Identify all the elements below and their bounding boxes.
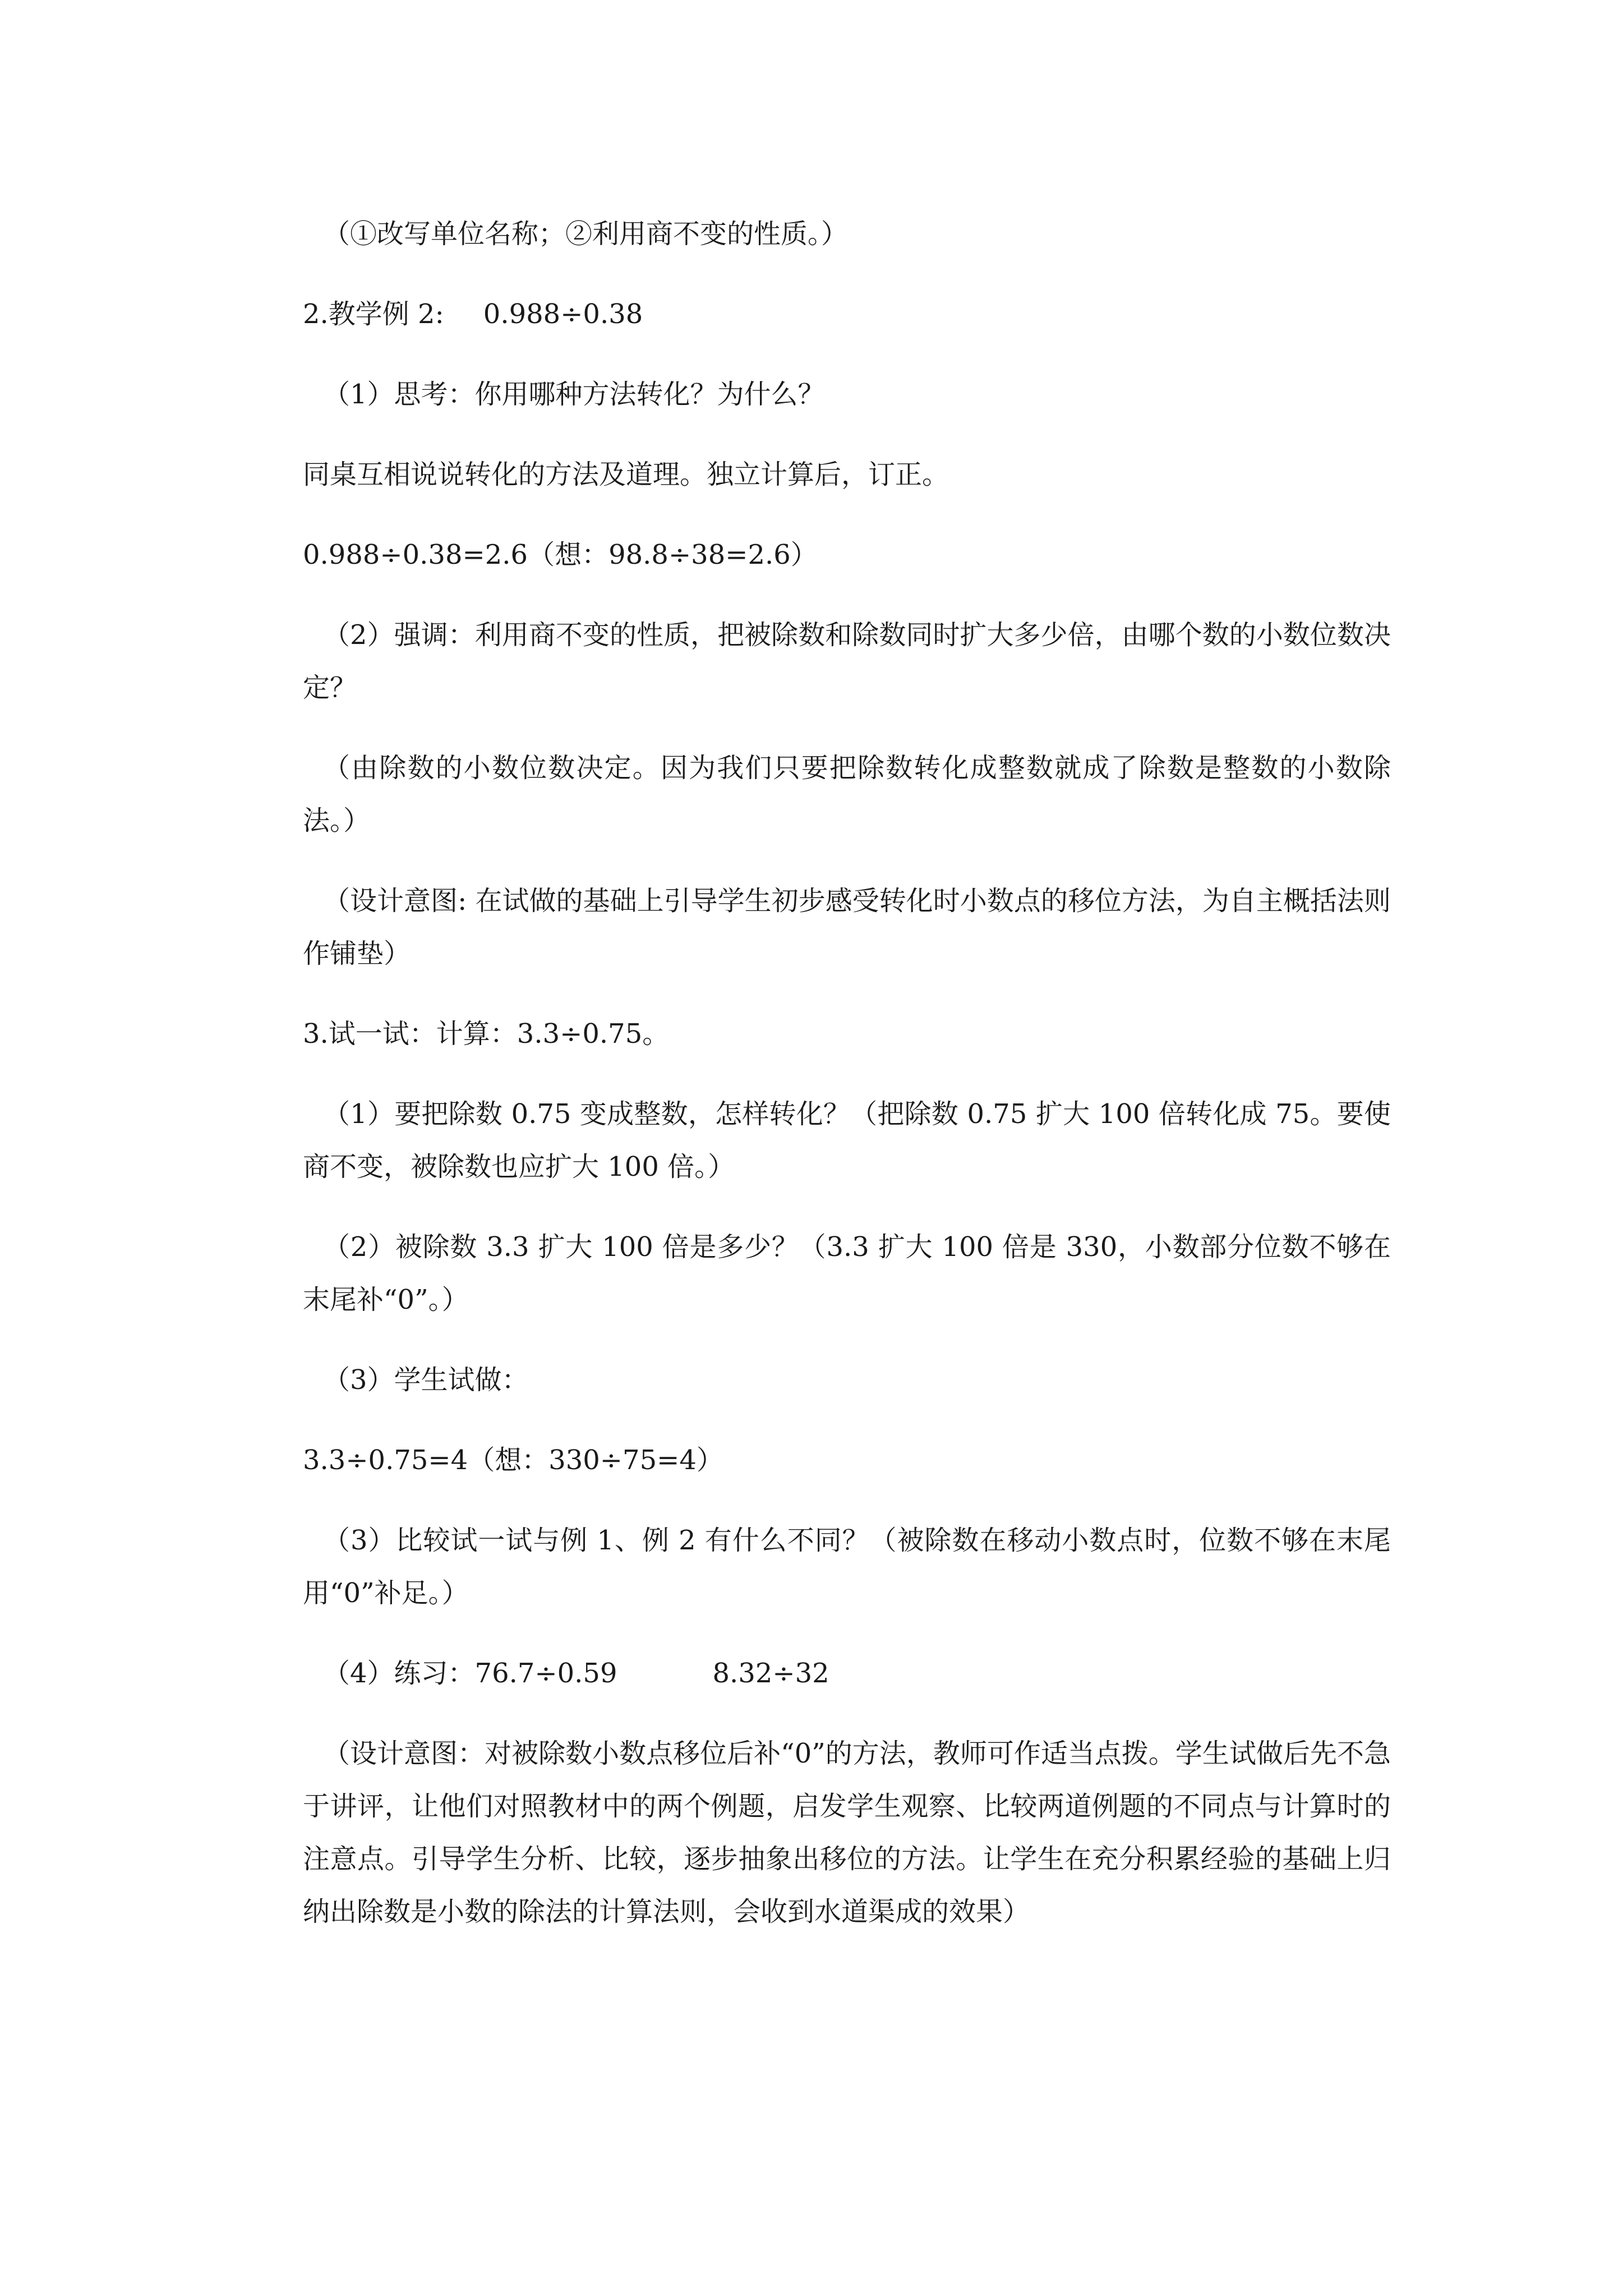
example-2-label: 2.教学例 2: — [303, 298, 444, 330]
paragraph-deskmate-discussion: 同桌互相说说转化的方法及道理。独立计算后，订正。 — [303, 459, 949, 490]
paragraph-practice — [303, 1647, 1391, 1700]
document-body — [303, 208, 1391, 1966]
paragraph-decided-by-divisor: （由除数的小数位数决定。因为我们只要把除数转化成整数就成了除数是整数的小数除法。） — [303, 752, 1391, 836]
practice-item-1: （4）练习：76.7÷0.59 — [323, 1658, 617, 1689]
paragraph-try-it-heading: 3.试一试：计算：3.3÷0.75。 — [303, 1018, 670, 1050]
paragraph-try-step-1: （1）要把除数 0.75 变成整数，怎样转化？（把除数 0.75 扩大 100 倍转化成 75。要使商不变，被除数也应扩大 100 倍。） — [303, 1098, 1391, 1182]
paragraph-try-answer: 3.3÷0.75=4（想：330÷75=4） — [303, 1444, 723, 1476]
practice-item-2: 8.32÷32 — [712, 1658, 829, 1689]
example-2-expression: 0.988÷0.38 — [483, 298, 643, 330]
paragraph-example-2-answer: 0.988÷0.38=2.6（想：98.8÷38=2.6） — [303, 539, 818, 570]
paragraph-example-2-heading — [303, 288, 1391, 341]
paragraph-think-question: （1）思考：你用哪种方法转化？为什么？ — [323, 379, 825, 410]
paragraph-compare: （3）比较试一试与例 1、例 2 有什么不同？（被除数在移动小数点时，位数不够在末尾用“0”补足。） — [303, 1525, 1391, 1609]
paragraph-try-step-2: （2）被除数 3.3 扩大 100 倍是多少？（3.3 扩大 100 倍是 330，小数部分位数不够在末尾补“0”。） — [303, 1231, 1391, 1315]
paragraph-try-step-3: （3）学生试做： — [323, 1364, 529, 1396]
paragraph-design-intent-2: （设计意图：对被除数小数点移位后补“0”的方法，教师可作适当点拨。学生试做后先不急于讲评，让他们对照教材中的两个例题，启发学生观察、比较两道例题的不同点与计算时的注意点。引导学生分析、比较，逐步抽象出移位的方法。让学生在充分积累经验的基础上归纳出除数是小数的除法的计算法则，会收到水道渠成的效果） — [303, 1738, 1391, 1927]
paragraph-emphasis: （2）强调：利用商不变的性质，把被除数和除数同时扩大多少倍，由哪个数的小数位数决定？ — [303, 619, 1391, 703]
paragraph-hint-methods: （①改写单位名称；②利用商不变的性质。） — [323, 218, 849, 250]
paragraph-design-intent-1: （设计意图: 在试做的基础上引导学生初步感受转化时小数点的移位方法，为自主概括法则作铺垫） — [303, 885, 1391, 969]
